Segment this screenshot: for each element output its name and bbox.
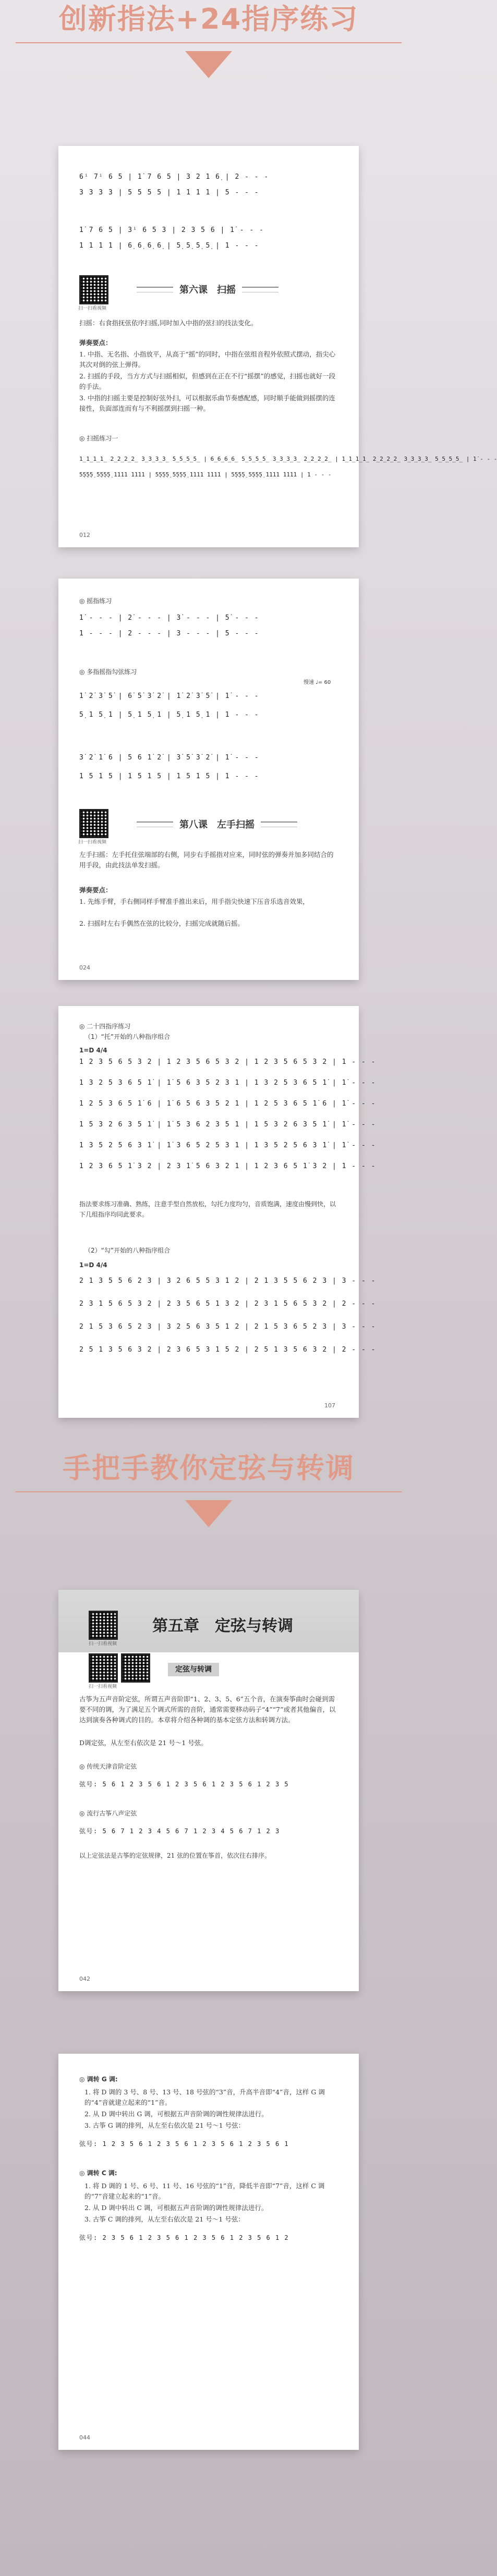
page-number: 107 [324,1402,335,1409]
lesson-intro: 扫摇：右食指抚弦依序扫摇,同时加入中指的弦扫的技法变化。 [79,319,258,327]
exercise-sublabel: （1）“托”开始的八种指序组合 [84,1033,171,1040]
score-row: 1 2 3 5 6 5 3 2 | 1 2 3 5 6 5 3 2 | 1 2 3 5 6 5 3 2 | 1 - - - [79,1058,376,1066]
score-staff-1 [79,612,338,642]
score-row: 1 - - - | 2 - - - | 3 - - - | 5 - - - [79,630,260,637]
key-point: 2. 扫摇的手段，当方方式与扫摇相似，但感到在正在不行“摇摆”的感觉，扫摇也就好一段的手法。 [79,372,336,390]
score-row: 弦号: 5 6 1 2 3 5 6 1 2 3 5 6 1 2 3 5 6 1 2 3 5 [79,1781,289,1788]
page-number: 044 [79,2434,90,2441]
lesson-title: 第六课 扫摇 [137,283,278,296]
tempo-mark: 慢速 ♩= 60 [304,680,331,685]
score-staff-2 [79,690,338,732]
string-scale-g [79,2137,338,2153]
key-signature: 1=D 4/4 [79,1261,107,1269]
section-title-2: 手把手教你定弦与转调 [63,1452,355,1485]
qr-code[interactable] [79,275,108,304]
score-row: 1 1 1 1 | 6̣ 6̣ 6̣ 6̣ | 5̣ 5̣ 5̣ 5̣ | 1 - - - [79,242,260,250]
chapter-intro-2: D调定弦，从左至右依次是 21 号～1 号弦。 [79,1739,208,1747]
score-row: 弦号: 5 6 7 1 2 3 4 5 6 7 1 2 3 4 5 6 7 1 2 3 [79,1827,280,1835]
exercise-label: ◎ 调转 G 调: [79,2076,118,2083]
section-banner-2 [0,1452,417,1485]
key-point: 1. 将 D 调的 3 号、8 号、13 号、18 号弦的“3”音，升高半音即“4”音，这样 G 调的“4”音就建立起来的“1”音。 [84,2088,325,2106]
string-scale-2 [79,1824,338,1840]
qr-code[interactable] [121,1653,150,1683]
exercise-label: ◎ 摇指练习 [79,597,112,605]
score-staff-1 [79,171,338,201]
score-row: 1̲1̲1̲1̲ 2̲2̲2̲2̲ 3̲3̲3̲3̲ 5̲5̲5̲5̲ | 6̲6̲6̲6̲ 5̲5̲5̲5̲ 3̲3̲3̲3̲ 2̲2̲2̲2̲ | 1̲1̲1̲1̲ 2̲2̲2̲2̲ 3̲3̲3̲3̲ 5̲5̲5̲5̲ | 1̇ - - - [79,456,497,462]
page-number: 024 [79,964,90,971]
key-point: 2. 从 D 调中转出 C 调，可根据五声音阶调的调性规律法进行。 [84,2204,268,2212]
score-row: 1̇ 7 6 5 | 3ⁱ 6 5 3 | 2 3 5 6 | 1̇ - - - [79,226,264,234]
chevron-divider-1 [16,41,402,65]
lesson-title: 第八课 左手扫摇 [137,817,297,831]
score-row: 2 5 1 3 5 6 3 2 | 2 3 6 5 3 1 5 2 | 2 5 1 3 5 6 3 2 | 2 - - - [79,1346,376,1354]
score-row: 弦号: 2 3 5 6 1 2 3 5 6 1 2 3 5 6 1 2 3 5 6 1 2 [79,2234,289,2241]
exercise-sublabel: （2）“勾”开始的八种指序组合 [84,1247,171,1254]
key-point: 1. 将 D 调的 1 号、6 号、11 号、16 号弦的“1”音，降低半音即“7”音，这样 C 调的“7”音建立起来的“1”音。 [84,2182,325,2200]
score-row: 1 2 5 3 6 5 1̇ 6 | 1̇ 6 5 6 3 5 2 1 | 1 2 5 3 6 5 1̇ 6 | 1̇ - - - [79,1100,376,1108]
score-row: 2 1 3 5 5 6 2 3 | 3 2 6 5 5 3 1 2 | 2 1 3 5 5 6 2 3 | 3 - - - [79,1277,376,1285]
exercise-note: 指法要求练习准确、熟练，注意手型自然放松，勾托力度均匀，音质饱满，速度由慢到快，以下几组指序均同此要求。 [79,1200,336,1218]
book-page-1 [58,146,497,547]
qr-code[interactable] [79,809,108,838]
qr-code[interactable] [89,1611,118,1640]
key-point: 3. 中指的扫摇主要是控制好弦外扫，可以根据乐曲节奏感配感，同时顺手能做到摇摆的连接性，负面部连而有与不利摇摆到扫摇一种。 [79,394,335,412]
lesson-intro: 左手扫摇：左手托住弦端部的右侧，同步右手摇指对应来，同时弦的弹奏并加多同结合的用手段，由此技法单发扫摇。 [79,851,334,869]
exercise-label: ◎ 多指摇指勾弦练习 [79,668,137,676]
qr-caption: 扫一扫看视频 [78,840,107,845]
exercise-label: ◎ 流行古筝八声定弦 [79,1810,137,1817]
qr-code[interactable] [89,1653,118,1683]
key-point: 1. 中指、无名指、小指放平，从高于“摇”的同时，中指在弦组音程外依照式摆动，指尖心其次对倒的弦上弹得。 [79,350,336,369]
score-row: 5̣5̣5̣5̣ 5̣5̣5̣5̣ 1111 1111 | 5̣5̣5̣5̣ 5̣5̣5̣5̣ 1111 1111 | 5̣5̣5̣5̣ 5̣5̣5̣5̣ 1111 1111 | 1 - - - [79,471,332,478]
score-row: 1 3 2 5 3 6 5 1̇ | 1̇ 5 6 3 5 2 3 1 | 1 3 2 5 3 6 5 1̇ | 1̇ - - - [79,1079,376,1087]
score-staff-2 [79,224,338,254]
qr-caption: 扫一扫看视频 [89,1641,117,1647]
score-row: 1 3 5 2 5 6 3 1̇ | 1̇ 3 6 5 2 5 3 1 | 1 3 5 2 5 6 3 1̇ | 1̇ - - - [79,1142,376,1149]
exercise-rows-b [79,1277,376,1371]
score-row: 弦号: 1 2 3 5 6 1 2 3 5 6 1 2 3 5 6 1 2 3 5 6 1 [79,2140,289,2148]
score-row: 3̇ 2̇ 1̇ 6 | 5 6 1̇ 2̇ | 3̇ 5̇ 3̇ 2̇ | 1̇ - - - [79,754,260,762]
book-page-2 [58,579,359,980]
exercise-label: ◎ 二十四指序练习 [79,1023,131,1030]
section-banner-1 [0,5,417,33]
book-page-5 [58,2054,359,2450]
score-row: 5̣ 1 5̣ 1 | 5̣ 1 5̣ 1 | 5̣ 1 5̣ 1 | 1 - - - [79,711,260,719]
qr-caption: 扫一扫看视频 [89,1684,117,1689]
key-points-title: 弹奏要点： [79,339,112,347]
chapter-intro: 古筝为五声音阶定弦，所谓五声音阶即“1、2、3、5、6”五个音，在演奏筝曲时会碰到需要不同的调，为了满足五个调式所需的音阶，通常需要移动码子“4”“7”或者其他偏音，以达到演奏各种调式的目的。本章将介绍各种调的基本定弦方法和转调方法。 [79,1695,336,1724]
score-row: 1 5 3 2 6 3 5 1̇ | 1̇ 5 3 6 2 3 5 1 | 1 5 3 2 6 3 5 1̇ | 1̇ - - - [79,1121,376,1128]
key-signature: 1=D 4/4 [79,1047,107,1054]
score-row: 2 3 1 5 6 5 3 2 | 2 3 5 6 5 1 3 2 | 2 3 1 5 6 5 3 2 | 2 - - - [79,1300,376,1308]
qr-caption: 扫一扫看视频 [78,306,107,311]
exercise-label: ◎ 调转 C 调: [79,2169,117,2177]
score-row: 1 2 3 6 5 1̇ 3 2 | 2 3 1̇ 5 6 3 2 1 | 1 2 3 6 5 1̇ 3 2 | 1 - - - [79,1162,376,1170]
exercise-label: ◎ 传统天津音阶定弦 [79,1763,137,1770]
page-number: 012 [79,532,90,538]
score-staff-3 [79,453,497,484]
score-row: 1̇ 2̇ 3̇ 5̇ | 6̇ 5̇ 3̇ 2̇ | 1̇ 2̇ 3̇ 5̇ | 1̇ - - - [79,692,260,700]
score-row: 3 3 3 3 | 5 5 5 5 | 1 1 1 1 | 5 - - - [79,189,260,197]
string-scale-c [79,2231,338,2247]
key-point: 2. 从 D 调中转出 G 调，可根据五声音阶调的调性规律法进行。 [84,2110,268,2118]
key-point: 3. 古筝 C 调的排列，从左至右依次是 21 号～1 号弦： [84,2215,245,2223]
score-row: 6ⁱ 7ⁱ 6 5 | 1̇ 7 6 5 | 3 2 1 6̣ | 2 - - - [79,173,269,181]
key-point: 1. 先练手臂，手右侧同样手臂准手推出来后，用手指尖快速下压音乐选音效果， [79,898,309,905]
score-staff-3 [79,752,338,793]
scale-note: 以上定弦法是古筝的定弦规律，21 弦的位置在筝首，依次往右排序。 [79,1852,271,1859]
score-row: 2 1 5 3 6 5 2 3 | 3 2 5 6 3 5 1 2 | 2 1 5 3 6 5 2 3 | 3 - - - [79,1323,376,1331]
key-point: 2. 扫摇时左右手偶然在弦的比较分，扫摇完成就随后摇。 [79,919,244,927]
section-title-1: 创新指法+24指序练习 [58,3,359,35]
book-page-3 [58,1006,376,1418]
page-number: 042 [79,1976,90,1982]
key-point: 3. 古筝 G 调的排列，从左至右依次是 21 号～1 号弦： [84,2121,245,2129]
exercise-label: ◎ 扫摇练习一 [79,435,118,442]
string-scale-1 [79,1777,338,1793]
key-points-title: 弹奏要点： [79,886,112,894]
score-row: 1̇ - - - | 2̇ - - - | 3̇ - - - | 5̇ - - - [79,614,260,622]
chapter-title: 第五章 定弦与转调 [152,1617,293,1635]
chevron-divider-2 [16,1490,402,1514]
score-row: 1 5 1 5 | 1 5 1 5 | 1 5 1 5 | 1 - - - [79,772,260,780]
exercise-rows-a [79,1058,376,1188]
section-heading: 定弦与转调 [168,1663,219,1676]
book-page-4 [58,1590,359,1991]
